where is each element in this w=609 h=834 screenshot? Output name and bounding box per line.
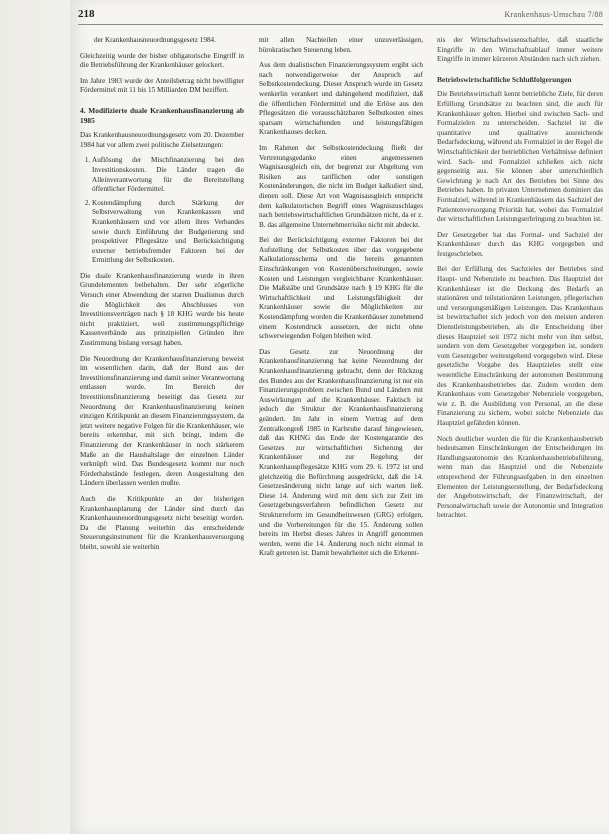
paragraph: Gleichzeitig wurde der bisher obligatorische Eingriff in die Betriebsführung der Krankenhäuser gelockert.	[80, 51, 244, 70]
running-title: Krankenhaus-Umschau 7/88	[504, 10, 603, 19]
paragraph: mit allen Nachteilen einer unzuverlässigen, bürokratischen Steuerung leben.	[259, 36, 423, 54]
paragraph: Das Gesetz zur Neuordnung der Krankenhausfinanzierung hat keine Neuordnung der Krankenhausfinanzierung gebracht, denn der Rückzug des Bundes aus der Krankenhausfinanzierung ist nur ein Finanzierungsproblem zwischen Bund und Ländern mit Auswirkungen auf die Krankenhäuser. Faktisch ist jedoch die Struktur der Krankenhausfinanzierung geändert. Im Jahr in einem Vortrag auf dem Zentralkongreß 1985 in Karlsruhe darauf hingewiesen, daß das KHNG das Ende der Kostengarantie des Gesetzes zur wirtschaftlichen Sicherung der Krankenhäuser und zur Regelung der Krankenhauspflegesätze KHG vom 29. 6. 1972 ist und gleichzeitig die Befürchtung ausgedrückt, daß die 14. Gesetzesänderung nicht lange auf sich warten ließ. Diese 14. Änderung wird mit dem sich zur Zeit im Gesetzgebungsverfahren befindlichen Gesetz zur Strukturreform im Gesundheitswesen (GRG) erfolgen, und die Vorbereitungen für die 15. Änderung sollen bereits im Herbst dieses Jahres in Angriff genommen werden, wenn die 14. Änderung noch nicht einmal in Kraft getreten ist. Damit bewahrheitet sich die Erkennt-	[259, 347, 423, 558]
paragraph: nis der Wirtschaftswissenschaftler, daß staatliche Eingriffe in den Wirtschaftsablauf immer weitere Eingriffe in immer kürzeren Abständen nach sich ziehen.	[437, 36, 603, 64]
section-heading: 4. Modifizierte duale Krankenhausfinanzierung ab 1985	[80, 105, 244, 125]
list-item: 1. Auflösung der Mischfinanzierung bei den Investitionskosten. Die Länder tragen die Alleinverantwortung für die Bereitstellung öffentlicher Fördermittel.	[92, 156, 244, 194]
numbered-list	[80, 156, 244, 266]
paragraph: Die duale Krankenhausfinanzierung wurde in ihren Grundelementen beibehalten. Der sehr zögerliche Versuch einer Abwendung der starren Dualismus durch die Möglichkeit des Abschlusses von Investitionsverträgen nach § 18 KHG wurde bis heute nicht praktiziert, weil zustimmungspflichtige Kassenverbände aus prinzipiellen Gründen ihre Zustimmung bislang versagt haben.	[80, 271, 244, 348]
paragraph: Auch die Kritikpunkte an der bisherigen Krankenhausplanung der Länder sind durch das Krankenhausneuordnungsgesetz nicht beseitigt worden. Da die Planung weiterhin das entscheidende Steuerungsinstrument für die Krankenhausversorgung bleibt, sowohl sie weiterhin	[80, 494, 244, 551]
page-number: 218	[78, 8, 95, 20]
list-item: 2. Kostendämpfung durch Stärkung der Selbstverwaltung von Krankenkassen und Krankenhäusern und vor allem ihres Verbandes sowie durch Einführung der Budgetierung und prospektiver Pflegesätze und Berücksichtigung externer betriebsfremder Faktoren bei der Ermittlung der Selbstkosten.	[92, 199, 244, 266]
paragraph: Aus dem dualistischen Finanzierungssystem ergibt sich nach notwendigerweise der Anspruch auf Selbstkostendeckung. Dieser Anspruch wurde im Gesetz wenkerlin verankert und dahingehend modifiziert, daß die öffentlichen Fördermittel und die Erlöse aus den Pflegesätzen die vorausschätzbaren Selbstkosten eines sparsam wirtschaftenden und leistungsfähigen Krankenhauses decken.	[259, 61, 423, 137]
text-column-3	[437, 36, 603, 826]
text-column-2	[259, 36, 423, 826]
left-page-margin	[0, 0, 70, 834]
section-heading: Betriebswirtschaftliche Schlußfolgerungen	[437, 74, 572, 84]
paragraph: Noch deutlicher wurden die für die Krankenhausbetrieb bedeutsamen Einschränkungen der Entscheidungen im Handlungsautonomie des Krankenhausbetriebsführung, wenn man das Hauptziel und die Nebenziele entsprechend der Führungsaufgaben in den einzelnen Elementen der Leistungserstellung, der Bedarfsdeckung der Angebotswirtschaft, der Finanzwirtschaft, der Personalwirtschaft sowie der Autonomie und Integration betrachtet.	[437, 434, 603, 520]
paragraph: Im Jahre 1983 wurde der Anteilsbetrag nicht bewilligter Fördermittel mit 11 bis 15 Milliarden DM beziffert.	[80, 76, 244, 95]
paragraph: Bei der Berücksichtigung externer Faktoren bei der Aufstellung der Selbstkosten über das vorgegebene Kalkulationsschema und die bereits genannten Einschränkungen von Kostenüberschreitungen, sowie Kosten und Leistungen vergleichbarer Krankenhäuser. Die Maßstäbe und Grundsätze nach § 19 KHG für die Wirtschaftlichkeit und Leistungsfähigkeit der Krankenhäuser sowie die Möglichkeiten zur Kostendämpfung worden die Krankenhäuser zunehmend einem Kostendruck aussetzen, der nicht ohne schwerwiegenden Folgen bleiben wird.	[259, 236, 423, 341]
paragraph: der Krankenhausneuordnungsgesetz 1984.	[94, 36, 216, 44]
text-column-1	[80, 36, 244, 826]
paragraph: Die Betriebswirtschaft kennt betriebliche Ziele, für deren Erfüllung Grundsätze zu beachten sind, die auch für Krankenhäuser gelten. Hierbei sind zwischen Sach- und Formalzielen zu unterscheiden. Sachziel ist die quantitative und qualitative ausreichende Bedarfsdeckung, während als Formalziel in der Regel die Wirtschaftlichkeit der betrieblichen Verhältnisse definiert wird. Sach- und Formalziel schließen sich nicht gegenseitig aus. Sie können aber unterschiedlich Gewichtung je nach Art des Betriebes bei Sinne des Betriebes haben. In privaten Unternehmen dominiert das Formalziel, während in Krankenhäusern das Sachziel der Patientenversorgung Priorität hat, wobei das Formalziel der wirtschaftlichen Leistungserbringung zu beachten ist.	[437, 90, 603, 224]
paragraph: Die Neuordnung der Krankenhausfinanzierung beweist im wesentlichen darin, daß der Bund aus der Investitionsfinanzierung und damit seiner Verantwortung entlassen wurde. Im Bereich der Investitionsfinanzierung beseitigt das Gesetz zur Neuordnung der Krankenhausfinanzierung keinen einzigen Kritikpunkt an diesem Finanzierungssystem, da jetzt weitere negative Folgen für die Krankenhäuser, wie bereits erkennbar, mit sich bringt, indem die Finanzierung der Krankenhäuser in noch stärkerem Maße an die Haushaltslage der einzelnen Länder verknüpft wird. Das Bundesgesetz kommt nur noch Förderhabstände festlegen, deren Ausgestaltung den Ländern überlassen werden mußte.	[80, 354, 244, 488]
paragraph: Bei der Erfüllung des Sachzieles der Betriebes sind Haupt- und Nebenziele zu beachten. Das Hauptziel der Krankenhäuser ist die Deckung des Bedarfs an stationären und teilstationären Leistungen, pflegerischen und versorgungsmäßigen Leistungen. Das Krankenhaus ist bewirtschaftet sich jedoch von den meisten anderen Dienstleistungsbetrieben, als die Entscheidung über dieses Hauptziel seit 1972 nicht mehr von ihm selbst, sondern von dem Gesetzgeber vorgegeben ist, sondern vom Gesetzgeber weitestgehend vorgegeben wird. Diese gesetzliche Vorgabe des Hauptzieles stellt eine wesentliche Einschränkung der autonomen Bestimmung des Krankenhausbetriebes dar. Zudem worden dem Krankenhaus vom Gesetzgeber Nebenziele vorgegeben, wie z. B. die Ausbildung von Personal, an die diese Finanzierung zu sichern, wobei solche Nebenziele das Hauptziel gefährden können.	[437, 265, 603, 427]
paragraph: Im Rahmen der Selbstkostendeckung fließt der Vertretungsgedanke einen angemessenen Wagnisausgleich ein, der begrenzt zur Abgeltung von Risiken aus tariflichen oder sonstigen Kostenänderungen, die nicht im Budget kalkuliert sind, dienen soll. Diese Art von Wagnisausgleich entspricht dem kalkulatorischen Begriff eines Wagniszuschlages nach betriebswirtschaftlichen Grundsätzen nicht, da er z. B. das allgemeine Unternehmerrisiko nicht mit abdeckt.	[259, 143, 423, 229]
paragraph: Der Gesetzgeber hat das Formal- und Sachziel der Krankenhäuser durch das KHG vorgegeben und festgeschrieben.	[437, 230, 603, 258]
page-header	[78, 8, 603, 25]
paragraph: Das Krankenhausneuordnungsgesetz vom 20. Dezember 1984 hat vor allem zwei politische Zielsetzungen:	[80, 131, 244, 149]
